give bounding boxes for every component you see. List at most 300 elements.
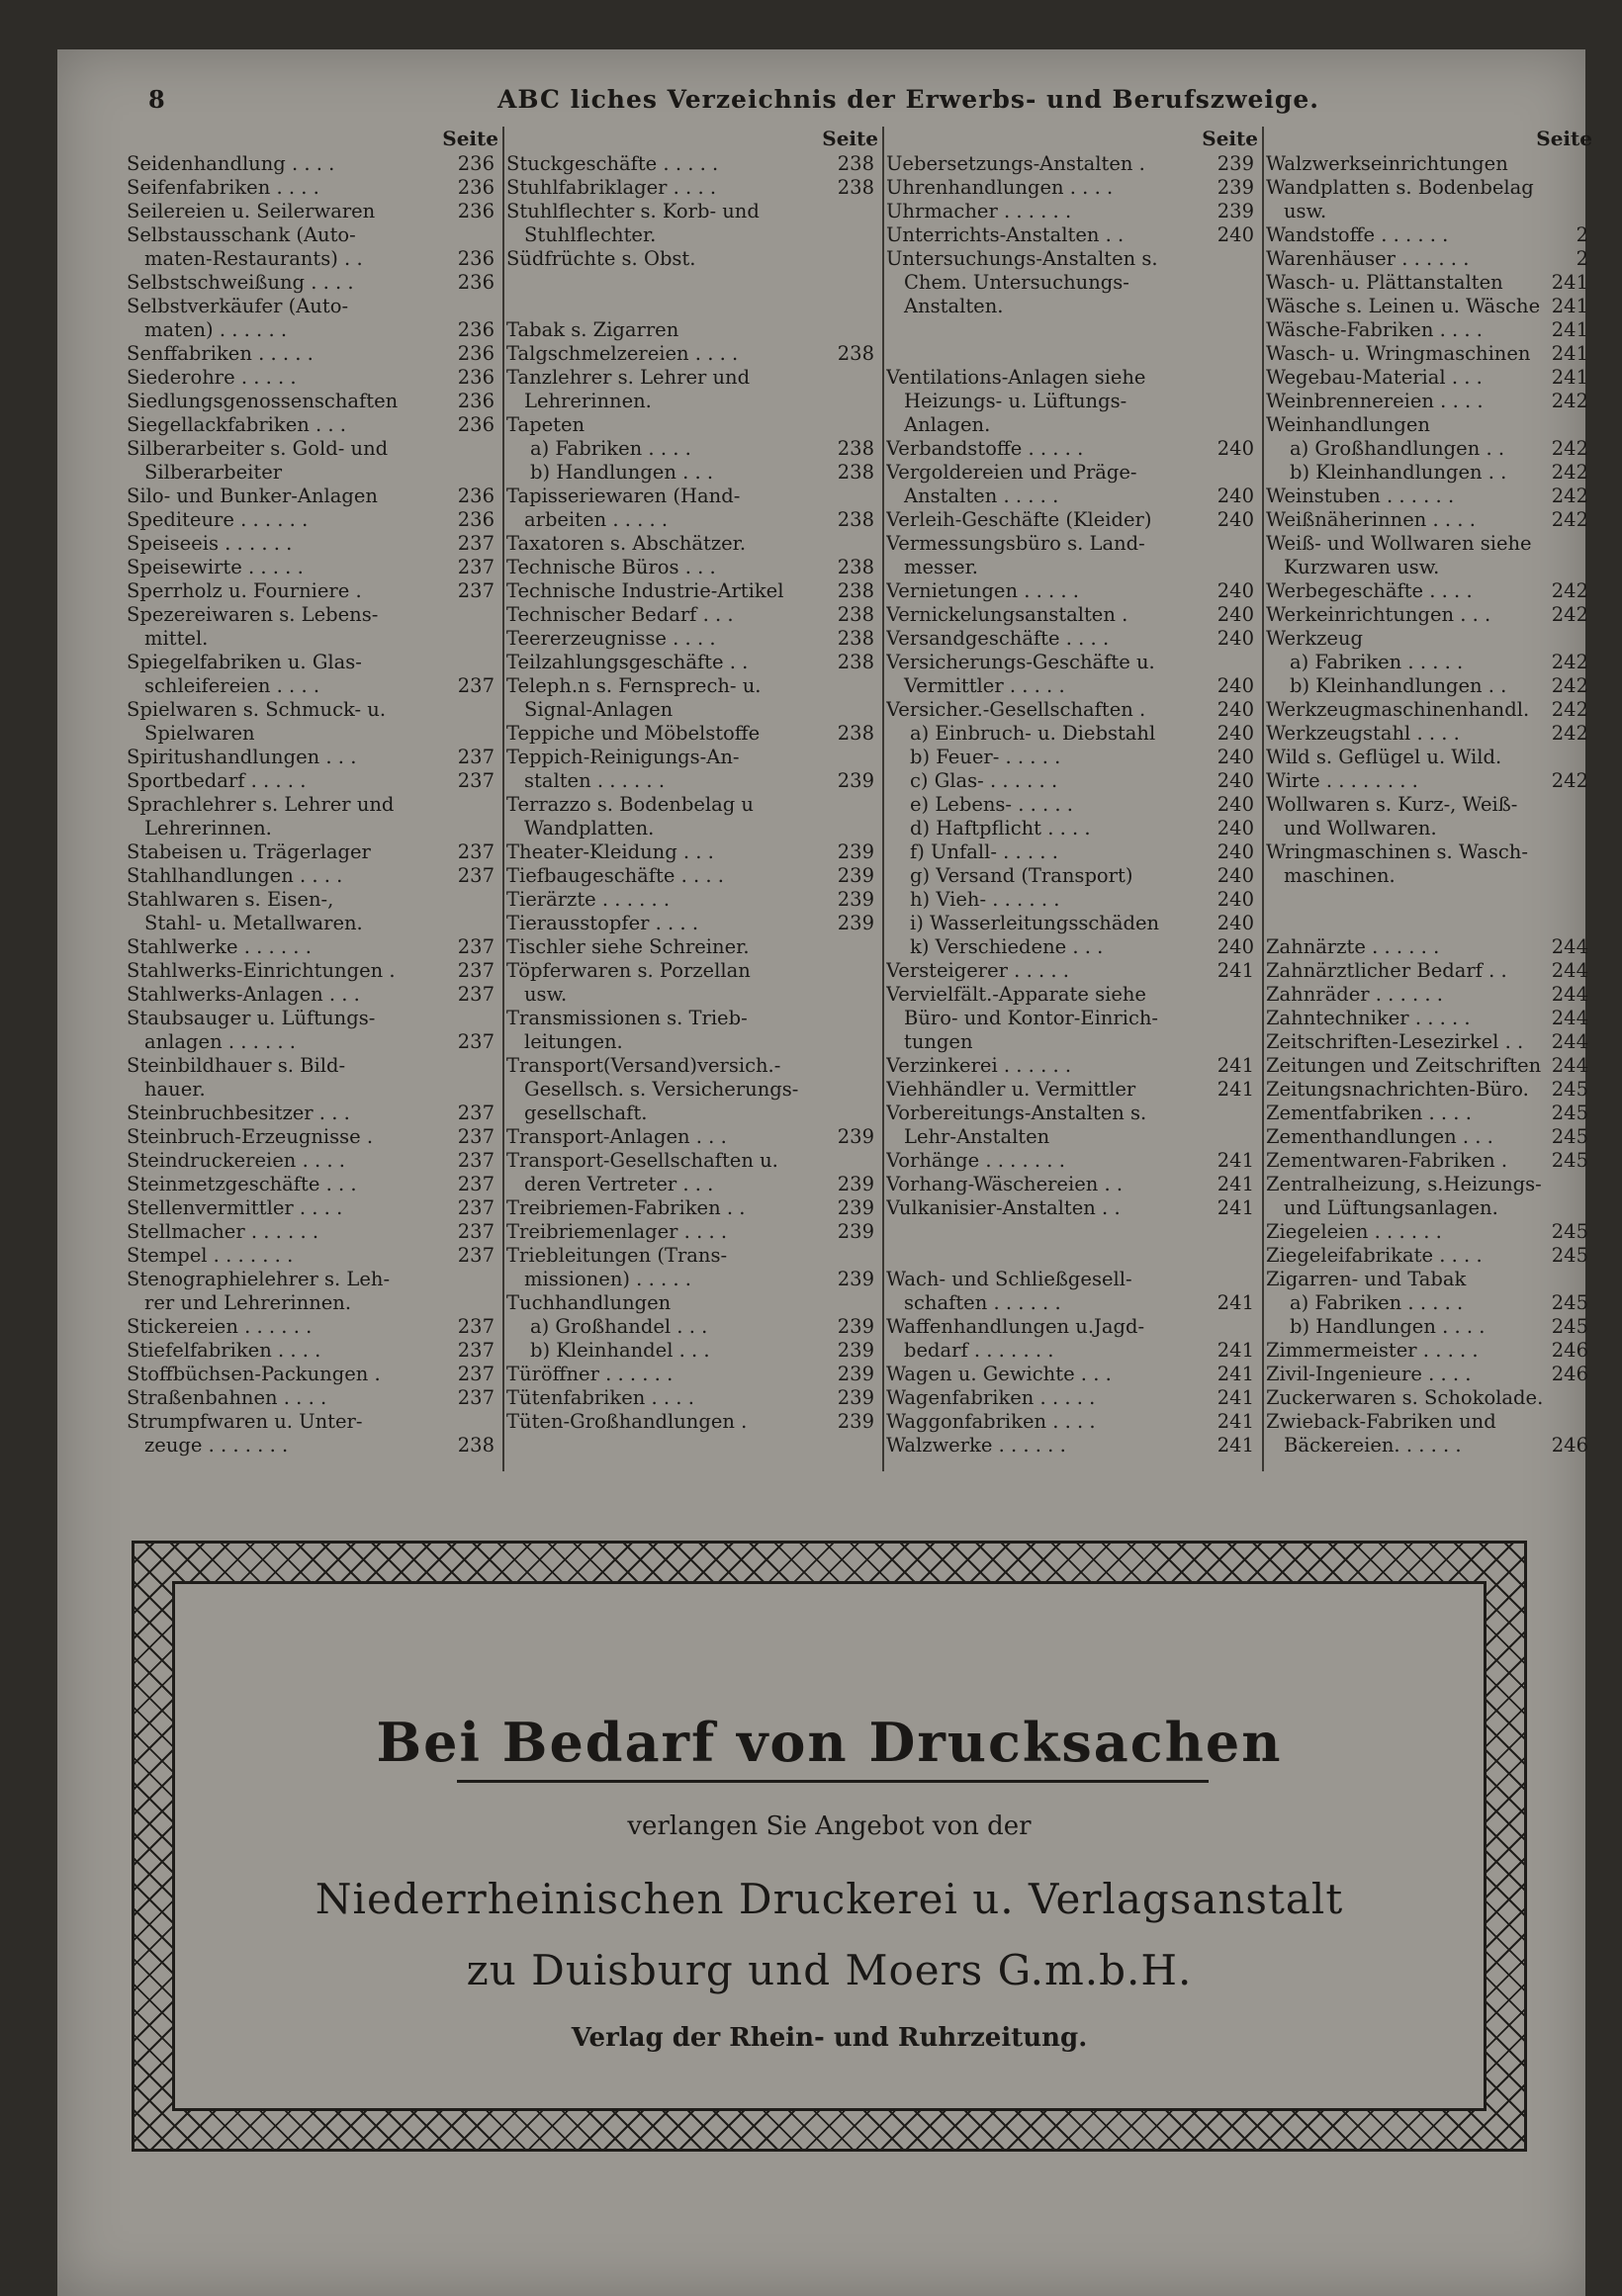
entry-label: Siederohre . . . . . [127, 366, 297, 389]
index-entry [127, 1007, 498, 1030]
index-entry [127, 318, 498, 342]
entry-page-number: 240 [1216, 698, 1254, 721]
entry-label: messer. [904, 556, 978, 578]
index-entry [127, 935, 498, 959]
index-entry [127, 366, 498, 390]
entry-page-number: 241 [1216, 1339, 1254, 1362]
entry-page-number: 242 [1551, 437, 1588, 460]
entry-label: Stahlhandlungen . . . . [127, 864, 343, 887]
entry-label: Zentralheizung, s.Heizungs- [1266, 1173, 1542, 1195]
entry-page-number: 239 [837, 864, 874, 887]
entry-label: Treibriemen-Fabriken . . [506, 1196, 746, 1219]
entry-label: Stahlwaren s. Eisen-, [127, 888, 334, 911]
entry-page-number: 240 [1216, 223, 1254, 246]
column-header: Seite [1202, 127, 1258, 150]
entry-page-number: 241 [1216, 1173, 1254, 1195]
index-entry [886, 1030, 1258, 1054]
entry-page-number: 236 [457, 342, 495, 365]
index-entry [506, 722, 878, 746]
entry-page-number: 2 [1576, 223, 1588, 246]
entry-page-number: 237 [457, 1196, 495, 1219]
entry-page-number: 242 [1551, 674, 1588, 697]
entry-label: Zementhandlungen . . . [1266, 1125, 1493, 1148]
entry-label: Selbstausschank (Auto- [127, 223, 356, 246]
entry-label: Zeitungen und Zeitschriften [1266, 1054, 1542, 1077]
entry-label: Tabak s. Zigarren [506, 318, 679, 341]
entry-page-number: 241 [1551, 318, 1588, 341]
entry-page-number: 2 [1576, 247, 1588, 270]
entry-label: Werkzeugmaschinenhandl. [1266, 698, 1530, 721]
entry-page-number: 237 [457, 1315, 495, 1338]
index-entry [886, 485, 1258, 508]
entry-label: Versandgeschäfte . . . . [886, 627, 1110, 650]
index-entry [127, 722, 498, 746]
entry-label: Zahnärzte . . . . . . [1266, 935, 1440, 958]
entry-page-number: 237 [457, 532, 495, 555]
entry-page-number: 242 [1551, 603, 1588, 626]
entry-page-number: 244 [1551, 983, 1588, 1006]
entry-label: b) Handlungen . . . [530, 461, 714, 484]
index-entry [506, 1363, 878, 1386]
entry-page-number: 237 [457, 1339, 495, 1362]
entry-page-number: 241 [1551, 295, 1588, 317]
index-entry [506, 959, 878, 983]
entry-page-number: 237 [457, 1220, 495, 1243]
entry-label: Zigarren- und Tabak [1266, 1268, 1467, 1290]
entry-page-number: 236 [457, 176, 495, 199]
index-entry [127, 1315, 498, 1339]
index-entry [1266, 674, 1592, 698]
entry-label: und Wollwaren. [1284, 817, 1437, 839]
index-entry [127, 1030, 498, 1054]
entry-page-number: 244 [1551, 935, 1588, 958]
entry-page-number: 236 [457, 413, 495, 436]
index-entry [127, 1054, 498, 1078]
entry-label: Stahlwerke . . . . . . [127, 935, 312, 958]
entry-page-number: 239 [1216, 152, 1254, 175]
entry-page-number: 242 [1551, 722, 1588, 745]
index-entry [1266, 603, 1592, 627]
entry-page-number: 239 [837, 1315, 874, 1338]
entry-page-number: 238 [837, 603, 874, 626]
entry-label: Warenhäuser . . . . . . [1266, 247, 1470, 270]
index-entry [1266, 461, 1592, 485]
entry-label: Tapeten [506, 413, 586, 436]
index-entry [1266, 1078, 1592, 1102]
entry-label: Speisewirte . . . . . [127, 556, 304, 578]
index-entry [127, 864, 498, 888]
index-entry [1266, 1196, 1592, 1220]
index-spacer [1266, 888, 1592, 912]
index-entry [506, 983, 878, 1007]
entry-label: Teererzeugnisse . . . . [506, 627, 716, 650]
entry-label: und Lüftungsanlagen. [1284, 1196, 1498, 1219]
index-entry [886, 1173, 1258, 1196]
index-entry [506, 152, 878, 176]
entry-label: Terrazzo s. Bodenbelag u [506, 793, 754, 816]
entry-label: Verbandstoffe . . . . . [886, 437, 1084, 460]
index-entry [127, 1173, 498, 1196]
index-entry [506, 532, 878, 556]
entry-page-number: 236 [457, 318, 495, 341]
index-entry [886, 532, 1258, 556]
index-entry [886, 912, 1258, 935]
index-entry [506, 508, 878, 532]
index-entry [1266, 532, 1592, 556]
entry-label: Seidenhandlung . . . . [127, 152, 335, 175]
index-entry [127, 1078, 498, 1102]
entry-label: Ziegeleifabrikate . . . . [1266, 1244, 1483, 1267]
entry-label: Vorhänge . . . . . . . [886, 1149, 1065, 1172]
entry-label: Stahl- u. Metallwaren. [144, 912, 363, 934]
entry-label: k) Verschiedene . . . [910, 935, 1104, 958]
index-entry [886, 1410, 1258, 1434]
entry-page-number: 239 [1216, 200, 1254, 222]
entry-label: Chem. Untersuchungs- [904, 271, 1129, 294]
entry-page-number: 242 [1551, 461, 1588, 484]
entry-page-number: 237 [457, 674, 495, 697]
entry-label: Silberarbeiter s. Gold- und [127, 437, 389, 460]
index-entry [506, 461, 878, 485]
entry-page-number: 241 [1551, 271, 1588, 294]
entry-label: Vermittler . . . . . [904, 674, 1065, 697]
index-entry [506, 1315, 878, 1339]
index-spacer [886, 318, 1258, 342]
index-grid [127, 127, 1590, 1471]
ad-publisher-note: Verlag der Rhein- und Ruhrzeitung. [571, 2023, 1088, 2053]
entry-page-number: 242 [1551, 485, 1588, 507]
index-entry [127, 1220, 498, 1244]
index-entry [1266, 413, 1592, 437]
index-entry [127, 342, 498, 366]
entry-label: Steindruckereien . . . . [127, 1149, 345, 1172]
entry-label: d) Haftpflicht . . . . [910, 817, 1091, 839]
entry-label: Gesellsch. s. Versicherungs- [524, 1078, 799, 1101]
index-entry [1266, 1410, 1592, 1434]
index-entry [127, 1434, 498, 1457]
entry-page-number: 236 [457, 390, 495, 412]
entry-label: Stiefelfabriken . . . . [127, 1339, 321, 1362]
entry-page-number: 238 [837, 461, 874, 484]
entry-page-number: 240 [1216, 722, 1254, 745]
index-entry [127, 152, 498, 176]
index-entry [506, 1102, 878, 1125]
entry-page-number: 240 [1216, 888, 1254, 911]
entry-page-number: 238 [837, 152, 874, 175]
index-entry [506, 912, 878, 935]
entry-label: i) Wasserleitungsschäden [910, 912, 1160, 934]
entry-label: Lehrerinnen. [144, 817, 272, 839]
index-entry [886, 366, 1258, 390]
entry-label: Vernickelungsanstalten . [886, 603, 1128, 626]
entry-label: Werkzeug [1266, 627, 1363, 650]
entry-label: Siegellackfabriken . . . [127, 413, 346, 436]
index-entry [1266, 247, 1592, 271]
index-entry [886, 1268, 1258, 1291]
entry-label: Stuckgeschäfte . . . . . [506, 152, 719, 175]
index-entry [506, 840, 878, 864]
entry-label: maten) . . . . . . [144, 318, 288, 341]
entry-label: Siedlungsgenossenschaften [127, 390, 399, 412]
entry-label: Selbstverkäufer (Auto- [127, 295, 349, 317]
index-spacer [886, 1244, 1258, 1268]
column-divider [882, 127, 884, 1471]
entry-label: Silo- und Bunker-Anlagen [127, 485, 378, 507]
entry-page-number: 238 [457, 1434, 495, 1457]
entry-page-number: 238 [837, 651, 874, 673]
index-entry [886, 413, 1258, 437]
index-entry [506, 390, 878, 413]
entry-label: Technische Büros . . . [506, 556, 716, 578]
index-entry [506, 769, 878, 793]
entry-label: Weinbrennereien . . . . [1266, 390, 1484, 412]
entry-label: Wandplatten s. Bodenbelag [1266, 176, 1534, 199]
entry-label: Walzwerke . . . . . . [886, 1434, 1066, 1457]
entry-label: Weißnäherinnen . . . . [1266, 508, 1476, 531]
index-entry [1266, 1291, 1592, 1315]
entry-label: Zementfabriken . . . . [1266, 1102, 1472, 1124]
entry-label: Zahntechniker . . . . . [1266, 1007, 1471, 1029]
running-title: ABC liches Verzeichnis der Erwerbs- und Berufszweige. [497, 85, 1319, 114]
index-entry [127, 888, 498, 912]
index-entry [1266, 983, 1592, 1007]
index-spacer [506, 271, 878, 295]
index-entry [506, 698, 878, 722]
entry-label: Technische Industrie-Artikel [506, 579, 784, 602]
index-entry [506, 1386, 878, 1410]
entry-page-number: 240 [1216, 674, 1254, 697]
entry-label: Tierausstopfer . . . . [506, 912, 699, 934]
entry-page-number: 237 [457, 746, 495, 768]
entry-label: Bäckereien. . . . . . [1284, 1434, 1462, 1457]
index-entry [886, 271, 1258, 295]
index-entry [506, 1268, 878, 1291]
entry-label: Zahnärztlicher Bedarf . . [1266, 959, 1507, 982]
entry-label: Werkeinrichtungen . . . [1266, 603, 1491, 626]
index-entry [506, 746, 878, 769]
entry-page-number: 242 [1551, 698, 1588, 721]
entry-label: Vulkanisier-Anstalten . . [886, 1196, 1121, 1219]
entry-label: arbeiten . . . . . [524, 508, 669, 531]
entry-page-number: 240 [1216, 627, 1254, 650]
entry-label: deren Vertreter . . . [524, 1173, 714, 1195]
entry-label: Südfrüchte s. Obst. [506, 247, 696, 270]
index-entry [127, 651, 498, 674]
index-entry [1266, 579, 1592, 603]
column-header: Seite [442, 127, 498, 150]
index-entry [1266, 366, 1592, 390]
index-entry [886, 1339, 1258, 1363]
index-entry [886, 176, 1258, 200]
index-entry [1266, 935, 1592, 959]
entry-page-number: 241 [1216, 1410, 1254, 1433]
index-entry [886, 200, 1258, 223]
index-entry [886, 627, 1258, 651]
entry-page-number: 237 [457, 579, 495, 602]
index-entry [1266, 1363, 1592, 1386]
entry-label: Steinmetzgeschäfte . . . [127, 1173, 357, 1195]
entry-label: a) Großhandel . . . [530, 1315, 708, 1338]
entry-page-number: 240 [1216, 603, 1254, 626]
entry-label: Steinbruch-Erzeugnisse . [127, 1125, 374, 1148]
index-entry [127, 413, 498, 437]
index-entry [127, 983, 498, 1007]
entry-page-number: 240 [1216, 840, 1254, 863]
index-entry [1266, 295, 1592, 318]
index-entry [127, 1268, 498, 1291]
index-entry [127, 437, 498, 461]
entry-label: Spediteure . . . . . . [127, 508, 309, 531]
entry-label: Verzinkerei . . . . . . [886, 1054, 1072, 1077]
index-entry [886, 247, 1258, 271]
entry-page-number: 246 [1551, 1363, 1588, 1385]
entry-page-number: 245 [1551, 1315, 1588, 1338]
entry-page-number: 237 [457, 1149, 495, 1172]
entry-label: Vergoldereien und Präge- [886, 461, 1137, 484]
index-entry [1266, 152, 1592, 176]
entry-label: Tischler siehe Schreiner. [506, 935, 750, 958]
entry-page-number: 240 [1216, 437, 1254, 460]
index-entry [886, 769, 1258, 793]
index-entry [886, 508, 1258, 532]
index-entry [1266, 176, 1592, 200]
entry-label: tungen [904, 1030, 973, 1053]
index-entry [506, 1196, 878, 1220]
index-entry [886, 959, 1258, 983]
entry-page-number: 241 [1551, 366, 1588, 389]
entry-label: f) Unfall- . . . . . [910, 840, 1058, 863]
entry-label: Zimmermeister . . . . . [1266, 1339, 1479, 1362]
entry-page-number: 236 [457, 247, 495, 270]
index-entry [886, 437, 1258, 461]
index-entry [127, 1410, 498, 1434]
entry-label: gesellschaft. [524, 1102, 648, 1124]
index-entry [127, 1386, 498, 1410]
index-entry [886, 864, 1258, 888]
index-entry [127, 200, 498, 223]
entry-label: Stuhlflechter s. Korb- und [506, 200, 760, 222]
entry-page-number: 241 [1551, 342, 1588, 365]
index-entry [886, 1125, 1258, 1149]
entry-page-number: 239 [837, 1173, 874, 1195]
entry-page-number: 241 [1216, 1386, 1254, 1409]
index-entry [1266, 1268, 1592, 1291]
entry-label: Vorbereitungs-Anstalten s. [886, 1102, 1147, 1124]
index-entry [886, 579, 1258, 603]
entry-label: Spielwaren s. Schmuck- u. [127, 698, 387, 721]
index-entry [886, 1386, 1258, 1410]
entry-label: Untersuchungs-Anstalten s. [886, 247, 1158, 270]
index-entry [506, 935, 878, 959]
index-entry [886, 935, 1258, 959]
entry-page-number: 240 [1216, 793, 1254, 816]
entry-label: b) Kleinhandlungen . . [1290, 461, 1507, 484]
page-number: 8 [148, 85, 165, 114]
entry-page-number: 239 [837, 1196, 874, 1219]
index-entry [506, 627, 878, 651]
index-entry [1266, 1102, 1592, 1125]
index-entry [1266, 1054, 1592, 1078]
entry-label: Zahnräder . . . . . . [1266, 983, 1443, 1006]
index-entry [886, 295, 1258, 318]
index-entry [506, 1220, 878, 1244]
entry-label: Strumpfwaren u. Unter- [127, 1410, 363, 1433]
entry-page-number: 241 [1216, 1363, 1254, 1385]
index-entry [1266, 1244, 1592, 1268]
entry-label: c) Glas- . . . . . . [910, 769, 1058, 792]
index-entry [886, 1434, 1258, 1457]
entry-page-number: 241 [1216, 1054, 1254, 1077]
index-entry [1266, 698, 1592, 722]
index-entry [1266, 1030, 1592, 1054]
entry-page-number: 237 [457, 556, 495, 578]
index-entry [506, 200, 878, 223]
entry-label: Wirte . . . . . . . . [1266, 769, 1418, 792]
entry-page-number: 237 [457, 1125, 495, 1148]
entry-page-number: 244 [1551, 1054, 1588, 1077]
index-entry [1266, 1386, 1592, 1410]
column-divider [502, 127, 504, 1471]
index-entry [1266, 485, 1592, 508]
entry-label: Seilereien u. Seilerwaren [127, 200, 376, 222]
index-entry [506, 366, 878, 390]
entry-page-number: 237 [457, 864, 495, 887]
entry-label: Versteigerer . . . . . [886, 959, 1069, 982]
index-column-3 [886, 127, 1258, 1471]
entry-label: Taxatoren s. Abschätzer. [506, 532, 747, 555]
index-entry [127, 176, 498, 200]
entry-label: Teppiche und Möbelstoffe [506, 722, 761, 745]
index-entry [506, 1149, 878, 1173]
entry-page-number: 246 [1551, 1434, 1588, 1457]
entry-label: Wandplatten. [524, 817, 655, 839]
entry-label: Theater-Kleidung . . . [506, 840, 714, 863]
entry-label: Transport-Gesellschaften u. [506, 1149, 778, 1172]
entry-page-number: 239 [837, 1220, 874, 1243]
entry-page-number: 240 [1216, 485, 1254, 507]
entry-page-number: 239 [1216, 176, 1254, 199]
index-entry [1266, 200, 1592, 223]
entry-label: Anlagen. [904, 413, 991, 436]
entry-label: Waffenhandlungen u.Jagd- [886, 1315, 1145, 1338]
index-entry [1266, 271, 1592, 295]
entry-label: Vorhang-Wäschereien . . [886, 1173, 1124, 1195]
entry-label: Spielwaren [144, 722, 255, 745]
index-entry [1266, 342, 1592, 366]
entry-page-number: 244 [1551, 959, 1588, 982]
index-entry [886, 461, 1258, 485]
entry-page-number: 237 [457, 1173, 495, 1195]
index-entry [127, 247, 498, 271]
entry-label: Werkzeugstahl . . . . [1266, 722, 1460, 745]
index-column-4 [1266, 127, 1592, 1471]
entry-page-number: 244 [1551, 1030, 1588, 1053]
entry-label: Walzwerkseinrichtungen [1266, 152, 1508, 175]
entry-label: Wandstoffe . . . . . . [1266, 223, 1449, 246]
index-entry [1266, 1173, 1592, 1196]
index-entry [1266, 627, 1592, 651]
index-entry [127, 1244, 498, 1268]
index-entry [886, 674, 1258, 698]
entry-page-number: 240 [1216, 912, 1254, 934]
entry-label: rer und Lehrerinnen. [144, 1291, 352, 1314]
entry-label: Transport-Anlagen . . . [506, 1125, 727, 1148]
entry-label: Signal-Anlagen [524, 698, 674, 721]
entry-label: Wild s. Geflügel u. Wild. [1266, 746, 1502, 768]
entry-page-number: 240 [1216, 864, 1254, 887]
index-entry [127, 461, 498, 485]
entry-page-number: 245 [1551, 1244, 1588, 1267]
